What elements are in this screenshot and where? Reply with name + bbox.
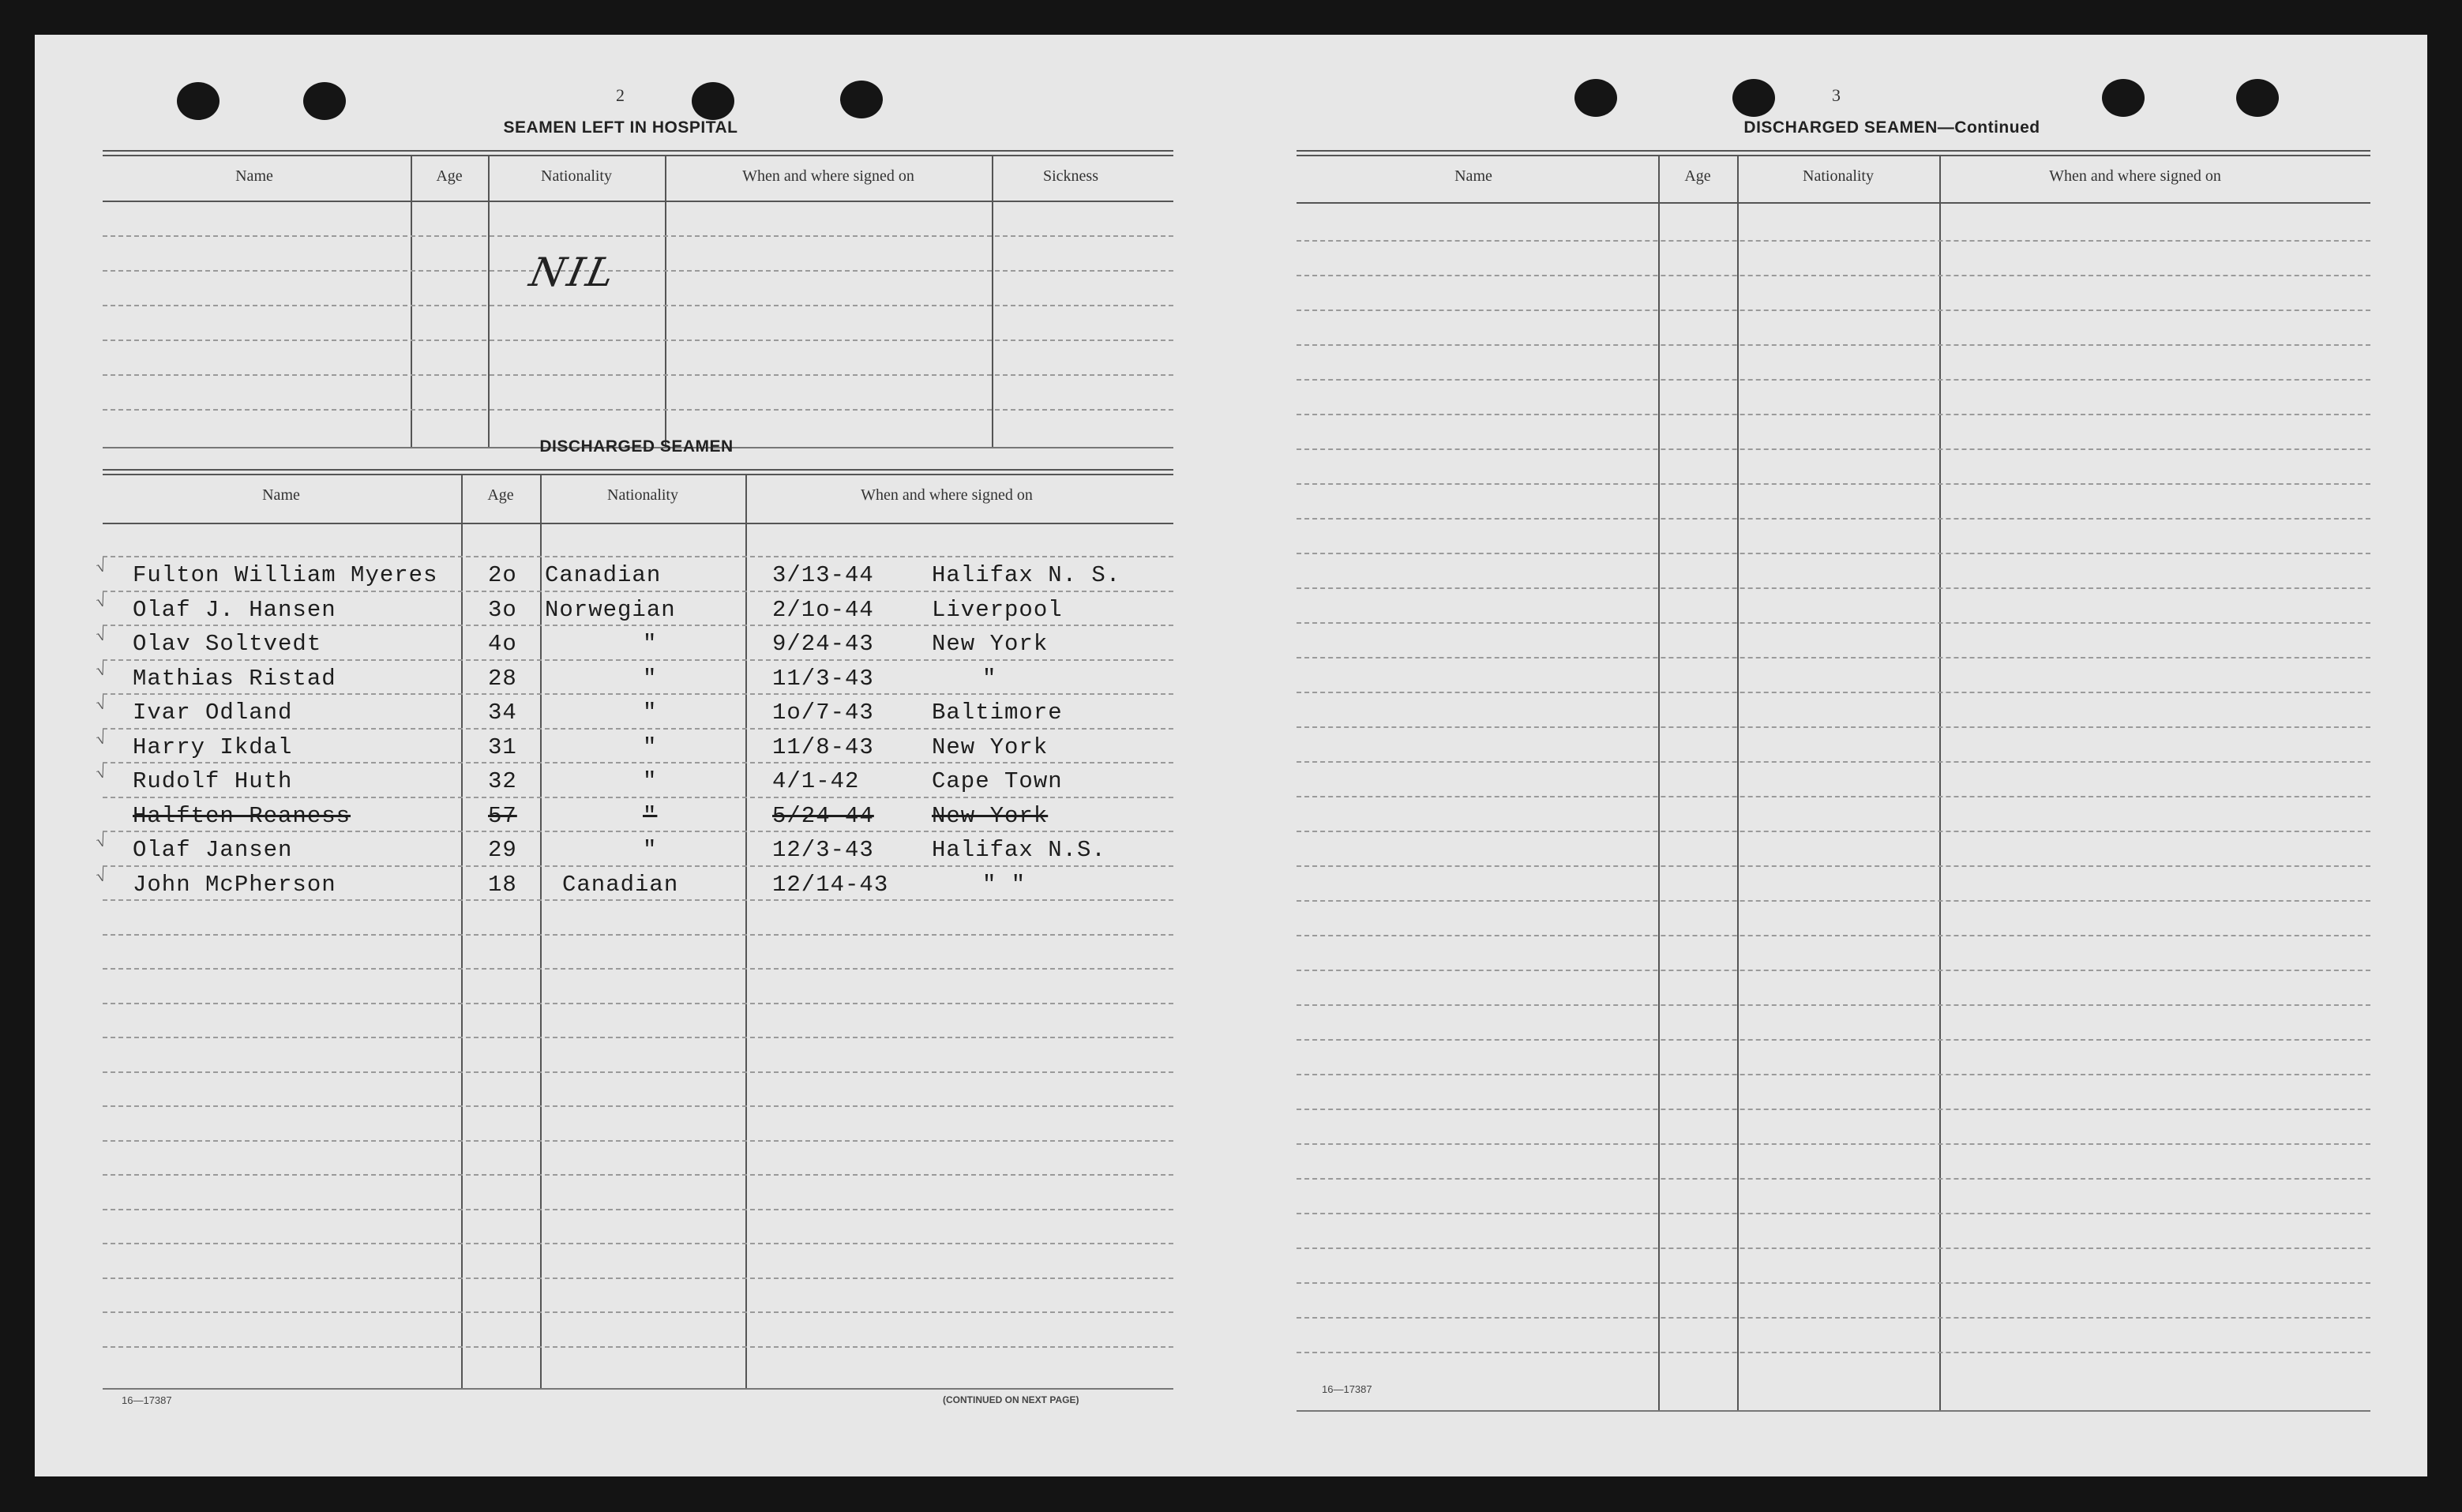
column-header-signed-on: When and where signed on [861, 486, 1033, 504]
ruled-line [1297, 970, 2370, 971]
seaman-age: 34 [488, 700, 517, 726]
ruled-line [1297, 448, 2370, 450]
form-number: 16—17387 [1322, 1383, 1372, 1395]
seaman-nationality: " [643, 768, 658, 794]
column-header-name: Name [235, 167, 273, 185]
title-suffix: —Continued [1937, 118, 2040, 137]
seaman-age: 28 [488, 665, 517, 692]
ruled-line [103, 728, 1173, 730]
discharged-section-title: DISCHARGED SEAMEN [539, 437, 734, 456]
ruled-line [103, 934, 1173, 936]
check-mark: √ [93, 726, 108, 748]
check-mark: √ [93, 658, 108, 680]
signed-on-place: New York [932, 802, 1049, 829]
check-mark: √ [93, 864, 108, 886]
ruled-line [1297, 1317, 2370, 1319]
page-number: 2 [616, 85, 625, 105]
title-main: DISCHARGED SEAMEN [1743, 118, 1938, 137]
seaman-nationality: " [643, 631, 658, 657]
ruled-line [103, 659, 1173, 661]
ruled-line [103, 1071, 1173, 1073]
ruled-line [1297, 935, 2370, 936]
seaman-age: 31 [488, 733, 517, 760]
ruled-line [1297, 622, 2370, 624]
ruled-line [103, 899, 1173, 901]
column-header-sickness: Sickness [1043, 167, 1098, 185]
check-mark: √ [93, 760, 108, 783]
signed-on-date: 11/3-43 [772, 665, 874, 692]
ruled-line [103, 1209, 1173, 1210]
signed-on-place: " [982, 665, 997, 692]
ruled-line [103, 1346, 1173, 1348]
seaman-name: Halften Reaness [133, 802, 351, 829]
seaman-nationality: " [643, 665, 658, 692]
column-header-name: Name [1454, 167, 1492, 185]
ruled-line [1297, 831, 2370, 832]
ruled-line [1297, 1109, 2370, 1110]
signed-on-date: 11/8-43 [772, 733, 874, 760]
ruled-line [1297, 726, 2370, 728]
ruled-line [103, 1105, 1173, 1107]
seaman-name: Ivar Odland [133, 700, 293, 726]
ruled-line [1297, 761, 2370, 763]
ruled-line [103, 1243, 1173, 1244]
seaman-nationality: " [643, 837, 658, 863]
ruled-line [1297, 692, 2370, 693]
form-number: 16—17387 [122, 1394, 172, 1406]
column-header-age: Age [487, 486, 514, 504]
column-header-nationality: Nationality [541, 167, 612, 185]
seaman-name: John McPherson [133, 871, 336, 898]
signed-on-place: Halifax N. S. [932, 562, 1121, 588]
punch-hole [840, 81, 883, 118]
signed-on-place: Halifax N.S. [932, 837, 1106, 863]
handwritten-nil: NIL [525, 249, 621, 295]
ruled-line [103, 968, 1173, 970]
seaman-nationality: " [643, 733, 658, 760]
page-number: 3 [1832, 85, 1841, 105]
punch-hole [692, 82, 734, 120]
ruled-line [1297, 553, 2370, 554]
seaman-age: 2o [488, 562, 517, 588]
signed-on-date: 3/13-44 [772, 562, 874, 588]
punch-hole [1732, 79, 1775, 117]
seaman-name: Rudolf Huth [133, 768, 293, 794]
ruled-line [1297, 518, 2370, 520]
ruled-line [103, 797, 1173, 798]
signed-on-date: 9/24-43 [772, 631, 874, 657]
seaman-name: Mathias Ristad [133, 665, 336, 692]
ruled-line [1297, 796, 2370, 797]
ruled-line [1297, 1074, 2370, 1075]
seaman-nationality: Canadian [562, 871, 679, 898]
seaman-age: 29 [488, 837, 517, 863]
ruled-line [1297, 1004, 2370, 1006]
signed-on-date: 4/1-42 [772, 768, 860, 794]
seaman-age: 32 [488, 768, 517, 794]
seaman-age: 4o [488, 631, 517, 657]
signed-on-date: 2/1o-44 [772, 596, 874, 623]
ruled-line [1297, 1178, 2370, 1180]
ruled-line [103, 625, 1173, 626]
seaman-name: Harry Ikdal [133, 733, 293, 760]
signed-on-date: 5/24-44 [772, 802, 874, 829]
ruled-line [1297, 1282, 2370, 1284]
column-header-age: Age [436, 167, 463, 185]
seaman-age: 3o [488, 596, 517, 623]
ruled-line [103, 556, 1173, 557]
seaman-name: Olaf J. Hansen [133, 596, 336, 623]
signed-on-date: 12/3-43 [772, 837, 874, 863]
ruled-line [103, 591, 1173, 592]
seaman-name: Olaf Jansen [133, 837, 293, 863]
punch-hole [177, 82, 220, 120]
ruled-line [103, 1037, 1173, 1038]
ruled-line [1297, 414, 2370, 415]
signed-on-place: Baltimore [932, 700, 1063, 726]
signed-on-date: 1o/7-43 [772, 700, 874, 726]
column-header-signed-on: When and where signed on [742, 167, 914, 185]
ruled-line [1297, 240, 2370, 242]
ruled-line [1297, 657, 2370, 658]
ruled-line [103, 1003, 1173, 1004]
signed-on-date: 12/14-43 [772, 871, 889, 898]
signed-on-place: New York [932, 733, 1049, 760]
seaman-nationality: Norwegian [545, 596, 676, 623]
ruled-line [103, 762, 1173, 764]
document-sheet [35, 35, 2427, 1476]
ruled-line [1297, 483, 2370, 485]
ruled-line [1297, 1247, 2370, 1249]
column-header-signed-on: When and where signed on [2049, 167, 2221, 185]
punch-hole [1574, 79, 1617, 117]
seaman-name: Fulton William Myeres [133, 562, 438, 588]
signed-on-place: Cape Town [932, 768, 1063, 794]
ruled-line [1297, 1039, 2370, 1041]
column-header-name: Name [262, 486, 300, 504]
ruled-line [1297, 344, 2370, 346]
ruled-line [1297, 310, 2370, 311]
punch-hole [2236, 79, 2279, 117]
seaman-nationality: Canadian [545, 562, 662, 588]
seaman-age: 18 [488, 871, 517, 898]
column-header-nationality: Nationality [607, 486, 678, 504]
ruled-line [1297, 275, 2370, 276]
discharged-continued-title [1743, 118, 2040, 137]
check-mark: √ [93, 554, 108, 577]
signed-on-place: Liverpool [932, 596, 1063, 623]
ruled-line [1297, 587, 2370, 589]
continued-note: (CONTINUED ON NEXT PAGE) [943, 1394, 1079, 1405]
check-mark: √ [93, 829, 108, 852]
ruled-line [1297, 379, 2370, 381]
column-header-nationality: Nationality [1803, 167, 1874, 185]
ruled-line [103, 1140, 1173, 1142]
check-mark: √ [93, 623, 108, 646]
seaman-nationality: " [643, 700, 658, 726]
seaman-age: 57 [488, 802, 517, 829]
hospital-section-title: SEAMEN LEFT IN HOSPITAL [503, 118, 738, 137]
ruled-line [103, 693, 1173, 695]
ruled-line [103, 1311, 1173, 1313]
column-header-age: Age [1684, 167, 1711, 185]
signed-on-place: New York [932, 631, 1049, 657]
ruled-line [1297, 900, 2370, 902]
ruled-line [103, 1278, 1173, 1279]
punch-hole [2102, 79, 2145, 117]
ruled-line [1297, 865, 2370, 867]
seaman-name: Olav Soltvedt [133, 631, 322, 657]
check-mark: √ [93, 589, 108, 611]
check-mark: √ [93, 692, 108, 715]
ruled-line [103, 831, 1173, 832]
ruled-line [1297, 1143, 2370, 1145]
ruled-line [1297, 1213, 2370, 1214]
punch-hole [303, 82, 346, 120]
seaman-nationality: " [643, 802, 658, 829]
ruled-line [103, 865, 1173, 867]
signed-on-place: " " [982, 871, 1026, 898]
ruled-line [1297, 1352, 2370, 1353]
ruled-line [103, 1174, 1173, 1176]
